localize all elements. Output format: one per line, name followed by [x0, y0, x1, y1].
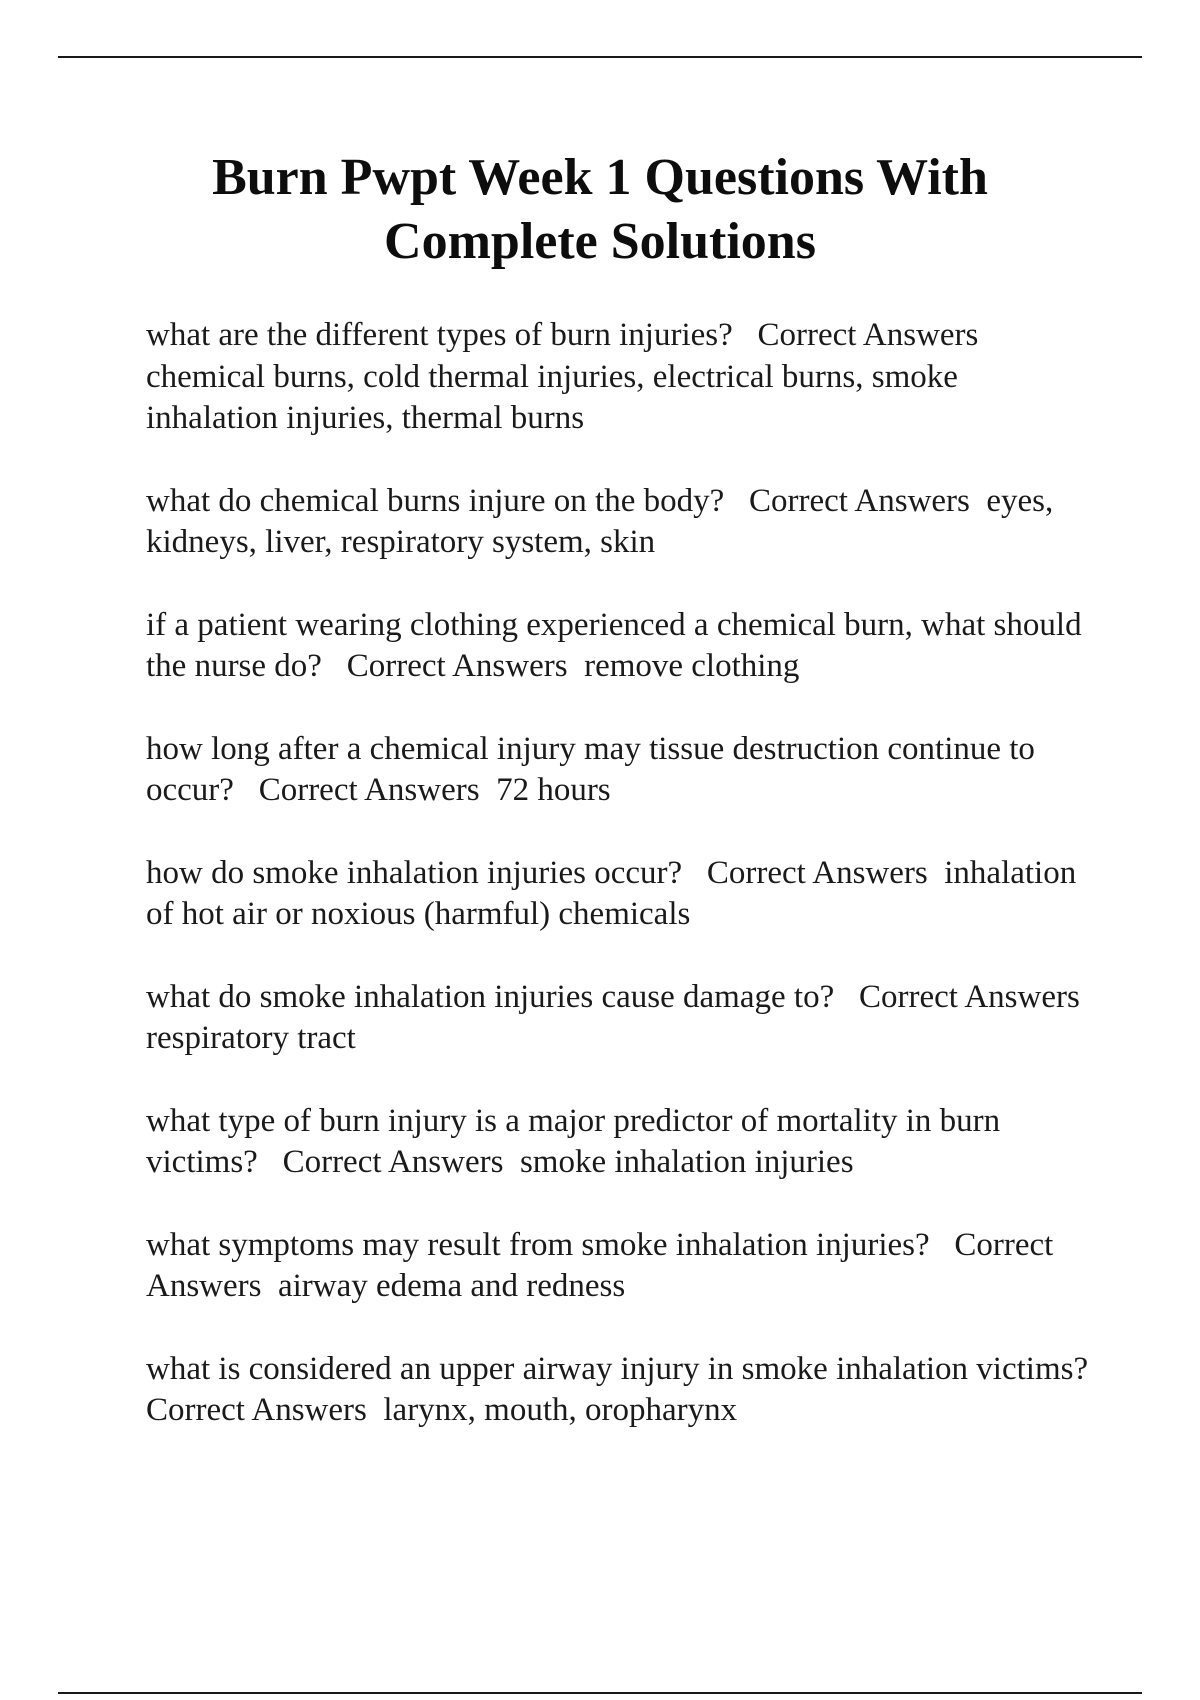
answer-text: eyes, kidneys, liver, respiratory system, skin: [146, 482, 1062, 560]
qa-item: [146, 853, 1096, 936]
answer-label: Correct Answers: [706, 854, 928, 891]
qa-list: [146, 315, 1096, 1473]
answer-label: Correct Answers: [146, 1226, 1060, 1304]
answer-text: chemical burns, cold thermal injuries, electrical burns, smoke inhalation injuries, thermal burns: [146, 358, 967, 436]
answer-text: 72 hours: [496, 772, 611, 808]
qa-item: [146, 315, 1096, 440]
answer-label: Correct Answers: [858, 978, 1080, 1015]
question-text: what are the different types of burn injuries?: [146, 317, 733, 353]
answer-text: respiratory tract: [146, 1020, 356, 1056]
qa-item: [146, 481, 1096, 564]
qa-item: [146, 977, 1096, 1060]
qa-item: [146, 1101, 1096, 1184]
answer-label: Correct Answers: [146, 1392, 367, 1428]
question-text: what do chemical burns injure on the body?: [146, 482, 725, 519]
answer-text: larynx, mouth, oropharynx: [383, 1392, 738, 1428]
qa-item: [146, 1225, 1096, 1308]
answer-text: inhalation of hot air or noxious (harmful) chemicals: [146, 854, 1085, 932]
answer-label: Correct Answers: [749, 482, 970, 519]
answer-label: Correct Answers: [346, 648, 568, 684]
question-text: how do smoke inhalation injuries occur?: [146, 854, 683, 891]
document-title: Burn Pwpt Week 1 Questions With Complete Solutions: [212, 149, 988, 270]
answer-label: Correct Answers: [258, 772, 480, 808]
answer-label: Correct Answers: [282, 1144, 504, 1180]
answer-text: remove clothing: [584, 648, 800, 684]
qa-item: [146, 1349, 1096, 1432]
answer-text: smoke inhalation injuries: [519, 1144, 854, 1180]
footer-rule: [58, 1692, 1142, 1694]
question-text: what symptoms may result from smoke inhalation injuries?: [146, 1226, 930, 1263]
answer-label: Correct Answers: [757, 317, 979, 353]
question-text: what do smoke inhalation injuries cause damage to?: [146, 978, 835, 1015]
qa-item: [146, 729, 1096, 812]
question-text: if a patient wearing clothing experienced a chemical burn, what should the nurse do?: [146, 606, 1090, 684]
question-text: how long after a chemical injury may tissue destruction continue to occur?: [146, 730, 1044, 808]
question-text: what type of burn injury is a major predictor of mortality in burn victims?: [146, 1102, 1009, 1180]
header-rule: [58, 56, 1142, 58]
answer-text: airway edema and redness: [277, 1268, 626, 1304]
qa-item: [146, 605, 1096, 688]
question-text: what is considered an upper airway injury in smoke inhalation victims?: [146, 1350, 1089, 1387]
